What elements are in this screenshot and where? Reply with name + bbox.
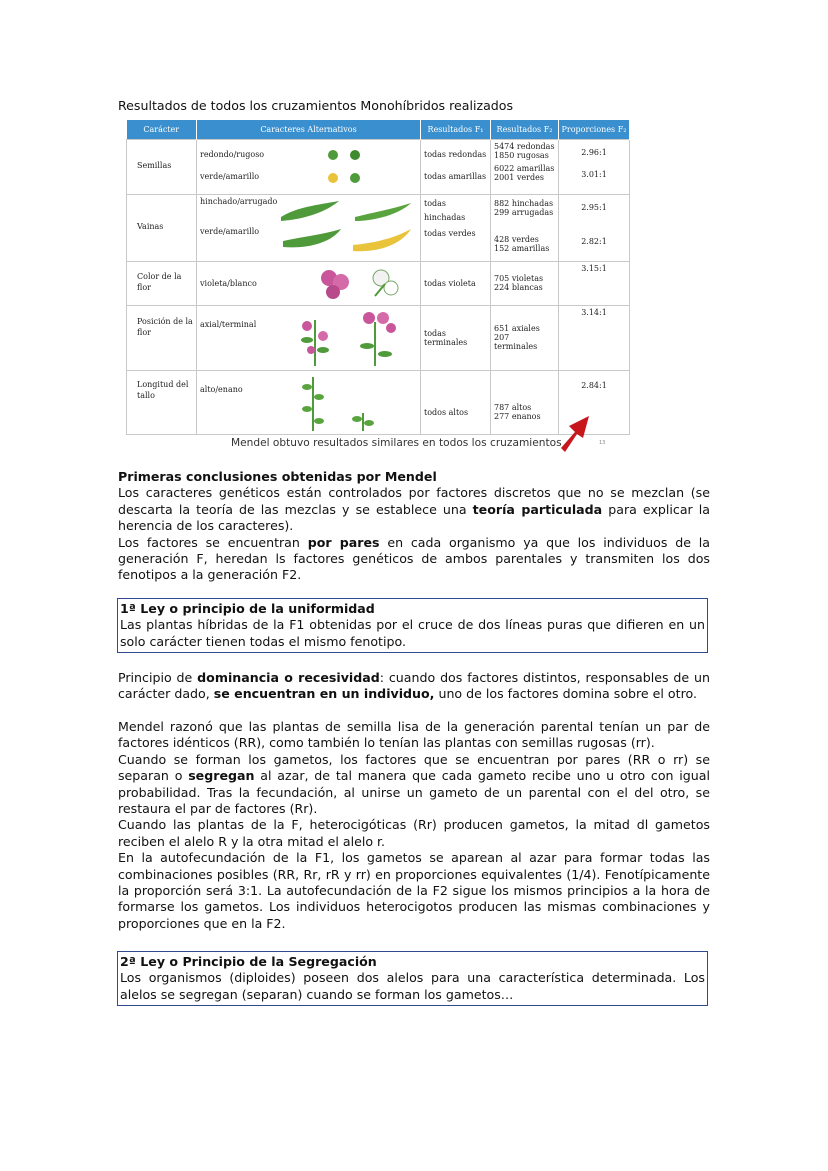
f1-cell: todas terminales (421, 305, 491, 370)
text-run: Principio de (118, 670, 198, 685)
text-run: para explicar la herencia de los caracteres). (118, 501, 710, 534)
character-cell: Semillas (127, 139, 197, 194)
stem-length-illustration-icon (297, 373, 377, 433)
f2-result: 299 arrugadas (494, 207, 554, 217)
table-row (127, 261, 630, 305)
paragraph (118, 485, 710, 534)
text-run: al azar, de tal manera que cada gameto recibe uno u otro con igual probabilidad. Tras la fecundación, al unirse un gameto de un parental con el del otro, se restaura el par de factores (Rr). (118, 768, 710, 817)
paragraph (118, 670, 710, 703)
paragraph (118, 535, 710, 584)
figure-page-number: 13 (599, 440, 606, 446)
proportion-cell: 2.84:1 (559, 370, 630, 434)
alternative-label: alto/enano (200, 384, 243, 394)
text-run: : cuando dos factores distintos, responsables de un carácter dado, (118, 670, 710, 702)
proportion-value: 2.96:1 (581, 147, 607, 157)
table-row (127, 305, 630, 370)
bold-term: se encuentran en un individuo, (213, 686, 435, 702)
seeds-illustration-icon (325, 146, 365, 186)
alternatives-cell (197, 261, 421, 305)
segregation-explanation-section (118, 719, 710, 932)
flower-color-illustration-icon (315, 266, 405, 302)
alternative-label: verde/amarillo (200, 171, 260, 181)
law2-title: 2ª Ley o Principio de la Segregación (120, 954, 377, 969)
f2-cell (491, 139, 559, 194)
f1-result: todas amarillas (424, 171, 487, 181)
monohybrid-results-table-figure (126, 120, 629, 429)
paragraph: Cuando las plantas de la F, heterocigóticas (Rr) producen gametos, la mitad dl gametos reciben el alelo R y la otra mitad el alelo r. (118, 817, 710, 849)
header-f1: Resultados F₁ (421, 120, 491, 139)
proportion-cell: 3.14:1 (559, 305, 630, 370)
table-caption: Mendel obtuvo resultados similares en todos los cruzamientos (231, 437, 562, 449)
f1-result: todas verdes (424, 228, 476, 238)
monohybrid-results-table (126, 120, 630, 435)
f2-result: 152 amarillas (494, 243, 550, 253)
text-run: Cuando se forman los gametos, los factores que se encuentran por pares (RR o rr) se separan o (118, 751, 710, 784)
bold-term: por pares (307, 534, 380, 550)
header-f2: Resultados F₂ (491, 120, 559, 139)
f2-result: 787 altos (494, 403, 532, 412)
f2-cell (491, 305, 559, 370)
proportion-value: 3.01:1 (581, 169, 607, 179)
f2-result: 277 enanos (494, 412, 541, 421)
header-character: Carácter (127, 120, 197, 139)
f2-cell (491, 261, 559, 305)
f2-result-pair (494, 235, 555, 257)
f1-cell: todos altos (421, 370, 491, 434)
paragraph: En la autofecundación de la F1, los gametos se aparean al azar para formar todas las combinaciones posibles (RR, Rr, rR y rr) en proporciones equivalentes (1/4). Fenotípicamente la proporción será 3:1. La autofecundación de la F2 sigue los mismos principios a la hora de formarse los gametos. Los individuos heterocigotos producen las mismas combinaciones y proporciones que en la F2. (118, 850, 710, 931)
f2-result: 705 violetas (494, 274, 544, 283)
proportion-value: 2.95:1 (581, 202, 607, 212)
text-run: Los caracteres genéticos están controlados por factores discretos que no se mezclan (se descarta la teoría de las mezclas y se establece una (118, 485, 710, 517)
alternative-label: violeta/blanco (200, 278, 257, 288)
character-cell: Posición de la flor (127, 305, 197, 370)
paragraph: Mendel razonó que las plantas de semilla lisa de la generación parental tenían un par de factores idénticos (RR), como también lo tenían las plantas con semillas rugosas (rr). (118, 719, 710, 751)
f1-result: todas hinchadas (424, 198, 466, 222)
bold-term: dominancia o recesividad (197, 670, 380, 685)
first-conclusions-section (118, 469, 710, 584)
f2-result: 428 verdes (494, 234, 539, 244)
alternatives-cell (197, 370, 421, 434)
alternative-label: verde/amarillo (200, 226, 260, 236)
law1-title: 1ª Ley o principio de la uniformidad (120, 601, 375, 616)
law2-box (117, 951, 708, 1006)
f2-result-pair (494, 164, 555, 186)
table-row (127, 194, 630, 261)
proportion-cell (559, 139, 630, 194)
f2-result-pair (494, 199, 555, 235)
f1-result: todas redondas (424, 149, 487, 159)
character-cell: Vainas (127, 194, 197, 261)
alternatives-cell (197, 305, 421, 370)
f2-result: 6022 amarillas (494, 163, 555, 173)
pea-pods-illustration-icon (277, 199, 417, 259)
f1-cell (421, 139, 491, 194)
f1-cell (421, 194, 491, 261)
alternative-label: hinchado/arrugado (200, 196, 278, 206)
proportion-value: 2.82:1 (581, 236, 607, 246)
law1-text: Las plantas híbridas de la F1 obtenidas por el cruce de dos líneas puras que difieren en un solo carácter tienen todas el mismo fenotipo. (120, 617, 705, 649)
text-run: uno de los factores domina sobre el otro. (434, 686, 697, 702)
f2-result: 1850 rugosas (494, 150, 549, 160)
dominance-paragraph (118, 670, 710, 703)
bold-term: teoría particulada (472, 501, 603, 517)
flower-position-illustration-icon (293, 310, 413, 368)
law1-box (117, 598, 708, 653)
text-run: en cada organismo ya que los individuos de la generación F, heredan ls factores genéticos de ambos parentales y transmiten los dos fenotipos a la generación F2. (118, 534, 710, 583)
text-run: Los factores se encuentran (118, 534, 308, 550)
f2-result-pair (494, 142, 555, 164)
section-heading: Primeras conclusiones obtenidas por Mendel (118, 469, 437, 484)
alternatives-cell (197, 194, 421, 261)
table-row (127, 139, 630, 194)
alternative-label: redondo/rugoso (200, 149, 265, 159)
bold-term: segregan (188, 768, 255, 784)
page-title: Resultados de todos los cruzamientos Monohíbridos realizados (118, 98, 514, 113)
f2-result: 2001 verdes (494, 172, 544, 182)
proportion-cell (559, 194, 630, 261)
alternative-label: axial/terminal (200, 319, 257, 329)
alternatives-cell (197, 139, 421, 194)
f2-result: 651 axiales (494, 324, 540, 333)
f2-result: 207 terminales (494, 333, 538, 351)
f2-result: 5474 redondas (494, 141, 555, 151)
f2-cell (491, 370, 559, 434)
law2-text: Los organismos (diploides) poseen dos alelos para una característica determinada. Los alelos se segregan (separan) cuando se forman los gametos… (120, 970, 705, 1002)
f1-cell: todas violeta (421, 261, 491, 305)
character-cell: Color de la flor (127, 261, 197, 305)
header-proportions: Proporciones F₂ (559, 120, 630, 139)
proportion-cell: 3.15:1 (559, 261, 630, 305)
f2-result: 224 blancas (494, 283, 543, 292)
f2-result: 882 hinchadas (494, 198, 554, 208)
paragraph (118, 752, 710, 818)
f2-cell (491, 194, 559, 261)
header-alternatives: Caracteres Alternativos (197, 120, 421, 139)
character-cell: Longitud del tallo (127, 370, 197, 434)
